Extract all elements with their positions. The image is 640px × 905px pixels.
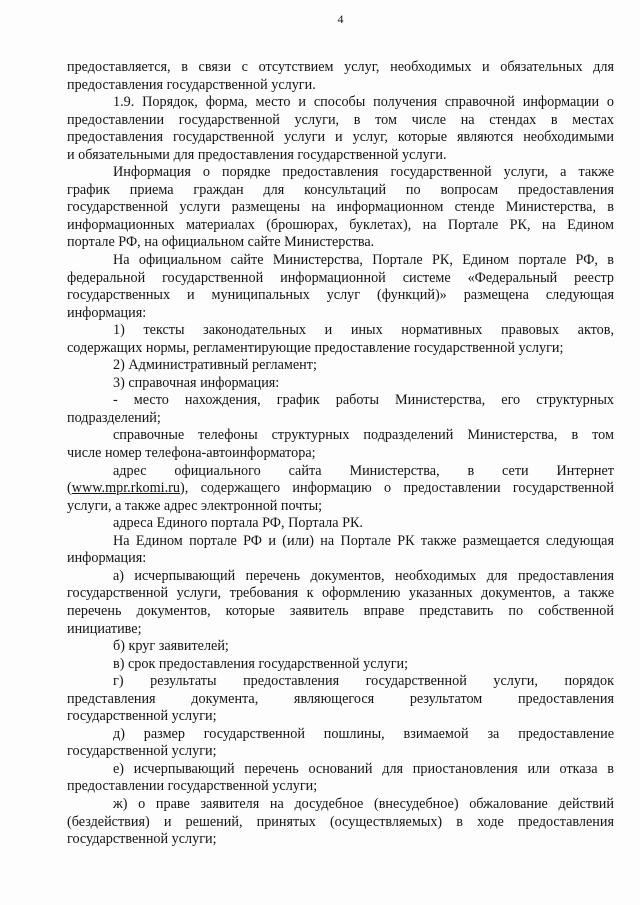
text-line: На Едином портале РФ и (или) на Портале РК также размещается следующая [113, 532, 614, 549]
text-line: инициативе; [67, 620, 142, 637]
paragraph [67, 392, 614, 427]
text-line: график приема граждан для консультаций по вопросам предоставления [67, 181, 614, 198]
paragraph [67, 796, 614, 849]
text-line: государственных и муниципальных услуг (функций)» размещена следующая [67, 287, 614, 304]
text-fragment: ), содержащего информацию о предоставлении государственной [179, 480, 614, 497]
paragraph [67, 761, 614, 796]
paragraph [67, 673, 614, 726]
text-line: Информация о порядке предоставления государственной услуги, а также [113, 164, 614, 181]
text-line: 2) Административный регламент; [113, 357, 317, 374]
text-line: перечень документов, которые заявитель вправе представить по собственной [67, 602, 614, 619]
website-link[interactable]: www.mpr.rkomi.ru [71, 480, 180, 497]
text-line: 1.9. Порядок, форма, место и способы получения справочной информации о [113, 94, 614, 111]
text-line: предоставляется, в связи с отсутствием услуг, необходимых и обязательных для [67, 59, 614, 75]
text-line: 3) справочная информация: [113, 374, 280, 391]
paragraph [67, 357, 614, 375]
text-line: государственной услуги; [67, 708, 217, 725]
paragraph [67, 322, 614, 357]
text-line: и обязательными для предоставления государственной услуги. [67, 146, 447, 163]
paragraph [67, 164, 614, 252]
text-line: предоставления государственной услуги. [67, 76, 316, 93]
text-line: предоставлении государственной услуги, в том числе на стендах в местах [67, 111, 614, 128]
text-line: (бездействия) и решений, принятых (осуществляемых) в ходе предоставления [67, 813, 614, 830]
text-line: д) размер государственной пошлины, взимаемой за предоставление [113, 725, 614, 742]
text-line: - место нахождения, график работы Министерства, его структурных [113, 392, 614, 409]
text-line: б) круг заявителей; [113, 638, 229, 655]
paragraph [67, 94, 614, 164]
text-line: информационных материалах (брошюрах, буклетах), на Портале РК, на Едином [67, 216, 614, 233]
text-line: в) срок предоставления государственной услуги; [113, 655, 409, 672]
paragraph [67, 638, 614, 656]
text-line: представления документа, являющегося результатом предоставления [67, 690, 614, 707]
paragraph [67, 515, 614, 533]
paragraph [67, 59, 614, 94]
paragraph [67, 568, 614, 638]
text-line: информация: [67, 550, 147, 567]
text-line: подразделений; [67, 409, 161, 426]
text-line [67, 480, 614, 498]
text-line: справочные телефоны структурных подразделений Министерства, в том [113, 427, 614, 444]
text-line: предоставления государственной услуги и услуг, которые являются необходимыми [67, 129, 614, 146]
paragraph [67, 427, 614, 462]
text-line: 1) тексты законодательных и иных нормативных правовых актов, [113, 322, 614, 339]
text-line: адрес официального сайта Министерства, в сети Интернет [113, 462, 614, 479]
page-number: 4 [337, 12, 344, 26]
text-line: содержащих нормы, регламентирующие предоставление государственной услуги; [67, 339, 564, 356]
text-line: предоставлении государственной услуги; [67, 778, 318, 795]
text-line: портале РФ, на официальном сайте Министерства. [67, 234, 375, 251]
text-line: государственной услуги размещены на информационном стенде Министерства, в [67, 199, 614, 216]
text-line: ж) о праве заявителя на досудебное (внесудебное) обжалование действий [113, 795, 614, 812]
text-line: государственной услуги; [67, 831, 217, 848]
text-line: числе номер телефона-автоинформатора; [67, 445, 316, 462]
text-line: государственной услуги; [67, 743, 217, 760]
paragraph [67, 726, 614, 761]
text-line: г) результаты предоставления государственной услуги, порядок [113, 673, 614, 690]
document-body [67, 59, 614, 849]
text-line: федеральной государственной информационной системе «Федеральный реестр [67, 269, 614, 286]
paragraph [67, 375, 614, 393]
text-line: услуги, а также адрес электронной почты; [67, 497, 323, 514]
text-line: государственной услуги, требования к оформлению указанных документов, а также [67, 585, 614, 602]
paragraph [67, 252, 614, 322]
text-fragment: ( [67, 480, 72, 497]
text-line: адреса Единого портала РФ, Портала РК. [113, 515, 363, 532]
paragraph [67, 656, 614, 674]
text-line: а) исчерпывающий перечень документов, необходимых для предоставления [113, 567, 614, 584]
text-line: информация: [67, 304, 147, 321]
paragraph [67, 533, 614, 568]
paragraph [67, 463, 614, 516]
text-line: е) исчерпывающий перечень оснований для приостановления или отказа в [113, 760, 614, 777]
text-line: На официальном сайте Министерства, Портале РК, Едином портале РФ, в [113, 252, 614, 269]
